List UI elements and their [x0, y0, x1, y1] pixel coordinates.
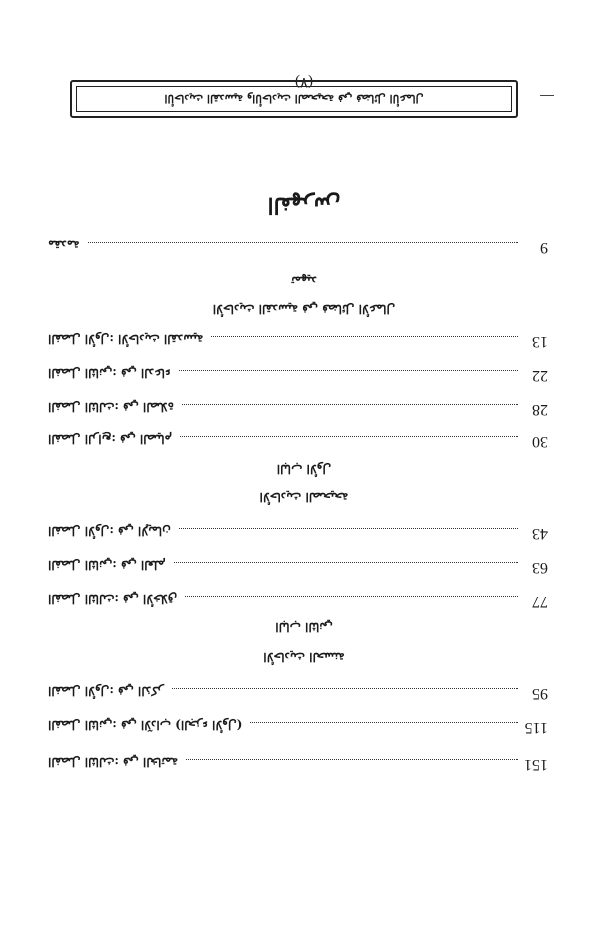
toc-page-number: 13 — [532, 333, 548, 350]
toc-entry-label: الفصل الأول: الأحاديث القدسية — [48, 332, 204, 346]
toc-entry-label: الفصل الرابع: في الصيام — [48, 432, 173, 446]
dot-leader — [179, 370, 518, 371]
toc-page-number: 115 — [524, 719, 548, 736]
toc-entry — [48, 684, 548, 702]
toc-page-number: 77 — [532, 593, 548, 610]
toc-page-number: 22 — [532, 367, 548, 384]
toc-page-number: 151 — [524, 756, 548, 773]
toc-entry-label: الفصل الثاني: في العلم — [48, 558, 166, 572]
toc-entry-label: الفصل الأول: في الذكر — [48, 684, 164, 698]
dot-leader — [182, 404, 518, 405]
dot-leader — [172, 688, 518, 689]
toc-entry-label: الفصل الثالث: في الخاتمة — [48, 755, 179, 769]
toc-entry-label: الفصل الثاني: في الآداب (الجزء الأول) — [48, 718, 243, 732]
toc-page-number: 43 — [532, 525, 548, 542]
dot-leader — [88, 242, 518, 243]
dot-leader — [174, 562, 518, 563]
toc-entry-label: الفصل الثالث: في الأخلاق — [48, 592, 178, 606]
toc-entry-label: الفصل الثاني: في الدعاء — [48, 366, 171, 380]
section-heading: الأحاديث الحسنة — [263, 650, 345, 664]
section-heading: الباب الثاني — [275, 620, 333, 634]
book-title-frame — [70, 80, 518, 118]
toc-page-number: 63 — [532, 559, 548, 576]
toc-entry — [48, 400, 548, 418]
edge-rule — [540, 95, 554, 96]
dot-leader — [180, 436, 518, 437]
toc-page-number: 9 — [540, 239, 548, 256]
page-folio: (٧) — [294, 74, 314, 90]
toc-entry — [48, 755, 548, 773]
dot-leader — [211, 336, 518, 337]
section-heading: الأحاديث الصحيحة — [259, 490, 349, 504]
toc-entry — [48, 238, 548, 256]
section-heading: تمهيد — [291, 274, 317, 288]
contents-title: الفهرس — [267, 192, 341, 218]
dot-leader — [179, 528, 518, 529]
toc-entry — [48, 592, 548, 610]
toc-entry — [48, 332, 548, 350]
dot-leader — [250, 722, 518, 723]
toc-entry-label: مقدمة — [48, 238, 80, 252]
toc-entry — [48, 558, 548, 576]
toc-entry — [48, 718, 548, 736]
toc-page-number: 28 — [532, 401, 548, 418]
toc-page-number: 30 — [532, 433, 548, 450]
toc-entry — [48, 432, 548, 450]
toc-entry — [48, 524, 548, 542]
toc-entry — [48, 366, 548, 384]
toc-entry-label: الفصل الثالث: في الصلاة — [48, 400, 174, 414]
section-heading: الباب الأول — [276, 462, 332, 476]
dot-leader — [186, 759, 518, 760]
toc-entry-label: الفصل الأول: في الإيمان — [48, 524, 171, 538]
section-heading: الأحاديث القدسية في فضائل الأعمال — [212, 302, 396, 316]
dot-leader — [185, 596, 518, 597]
toc-page-number: 95 — [532, 685, 548, 702]
book-title-text: الأحاديث القدسية والأحاديث الصحيحة في فضائل الأعمال — [164, 92, 424, 106]
